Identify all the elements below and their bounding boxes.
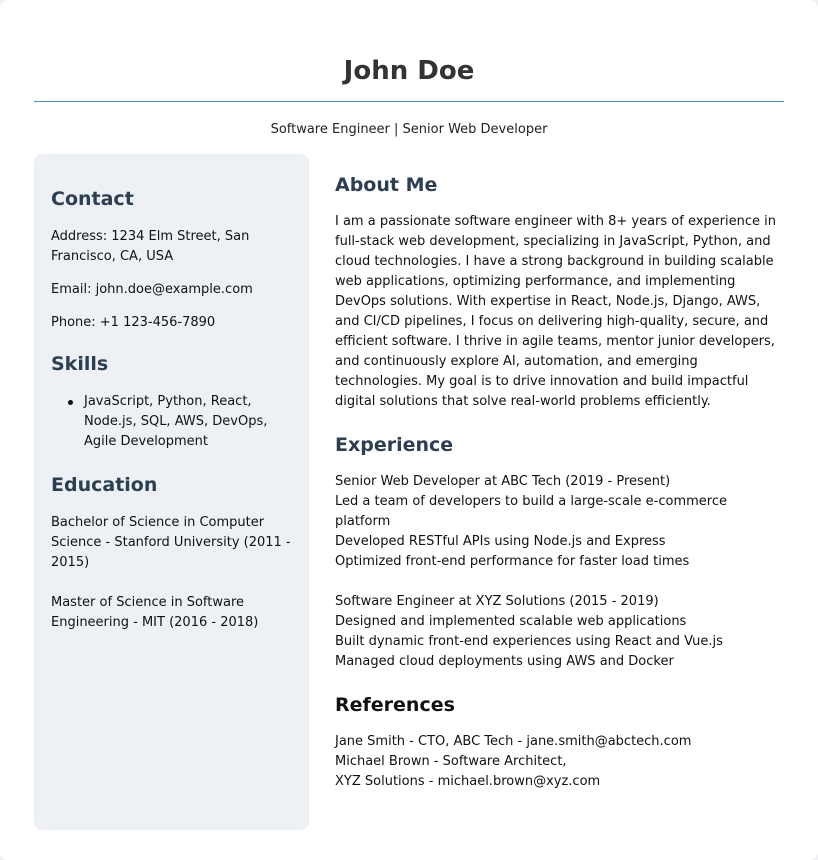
education-item: Bachelor of Science in Computer Science - Stanford University (2011 - 2015): [51, 515, 291, 570]
page-title: John Doe: [343, 56, 475, 86]
about-text: I am a passionate software engineer with 8+ years of experience in full-stack web development, specializing in JavaScript, Python, and cloud technologies. I have a strong background in building scalable web applications, optimizing performance, and implementing DevOps solutions. With expertise in React, Node.js, Django, AWS, and CI/CD pipelines, I focus on delivering high-quality, secure, and efficient software. I thrive in agile teams, mentor junior developers, and continuously explore AI, automation, and emerging technologies. My goal is to drive innovation and build impactful digital solutions that solve real-world problems efficiently.: [335, 214, 776, 409]
header-divider: [34, 101, 784, 102]
job-title: Senior Web Developer at ABC Tech (2019 - Present): [335, 474, 671, 489]
job-item: Built dynamic front-end experiences using React and Vue.js: [335, 634, 723, 649]
tagline: Software Engineer | Senior Web Developer: [270, 122, 548, 137]
references-heading: References: [335, 694, 455, 716]
sidebar: [34, 154, 309, 830]
contact-heading: Contact: [51, 188, 134, 210]
education-item: Master of Science in Software Engineering - MIT (2016 - 2018): [51, 595, 259, 630]
about-heading: About Me: [335, 174, 438, 196]
contact-phone: Phone: +1 123-456-7890: [51, 315, 216, 330]
job-entry: [335, 472, 784, 572]
job-item: Managed cloud deployments using AWS and Docker: [335, 654, 674, 669]
job-title: Software Engineer at XYZ Solutions (2015 - 2019): [335, 594, 659, 609]
reference-line: Jane Smith - CTO, ABC Tech - jane.smith@abctech.com: [335, 734, 692, 749]
skills-list: [51, 392, 292, 452]
job-item: Optimized front-end performance for faster load times: [335, 554, 690, 569]
reference-line: XYZ Solutions - michael.brown@xyz.com: [335, 774, 601, 789]
reference-line: Michael Brown - Software Architect,: [335, 754, 567, 769]
main-content: [335, 174, 784, 792]
job-entry: [335, 592, 784, 672]
job-item: Designed and implemented scalable web applications: [335, 614, 687, 629]
contact-email: Email: john.doe@example.com: [51, 282, 253, 297]
job-item: Led a team of developers to build a large-scale e-commerce platform: [335, 494, 727, 529]
job-item: Developed RESTful APIs using Node.js and Express: [335, 534, 666, 549]
skills-item: JavaScript, Python, React, Node.js, SQL, AWS, DevOps, Agile Development: [84, 392, 292, 452]
skills-heading: Skills: [51, 353, 109, 375]
education-heading: Education: [51, 474, 158, 496]
experience-heading: Experience: [335, 434, 454, 456]
contact-address: Address: 1234 Elm Street, San Francisco, CA, USA: [51, 229, 250, 264]
